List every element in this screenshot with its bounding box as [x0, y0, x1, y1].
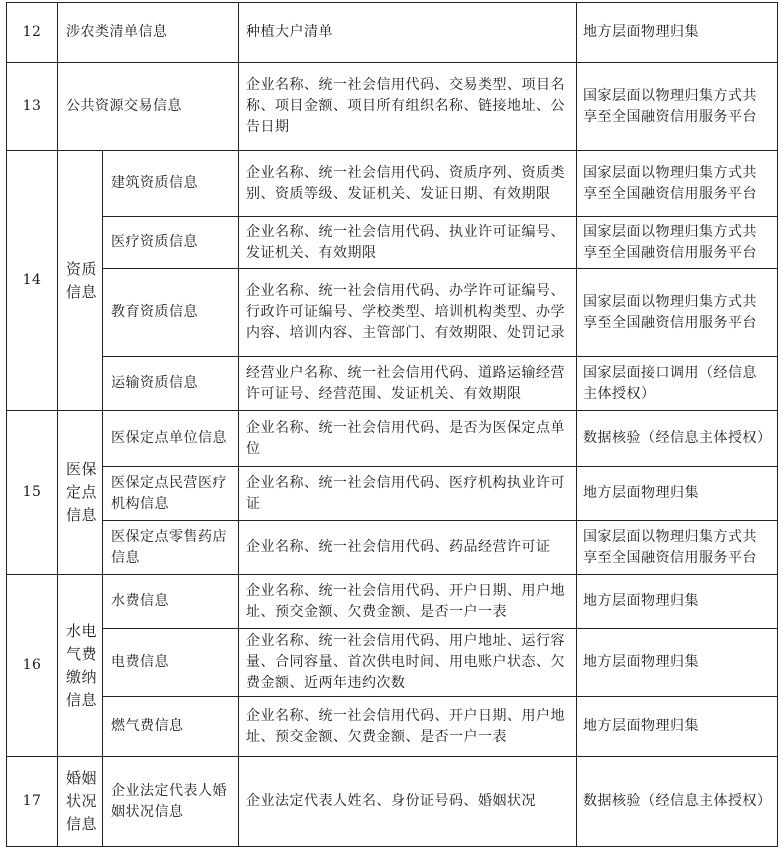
- share-method-cell: 国家层面以物理归集方式共享至全国融资信用服务平台: [577, 269, 778, 357]
- table-row: [7, 151, 778, 217]
- category-cell: 水电气费缴纳信息: [58, 575, 103, 757]
- fields-cell: 企业法定代表人姓名、身份证号码、婚姻状况: [239, 757, 577, 847]
- subcategory-cell: 建筑资质信息: [103, 151, 239, 217]
- subcategory-cell: 电费信息: [103, 629, 239, 697]
- category-cell: 公共资源交易信息: [58, 63, 239, 151]
- table-row: [7, 3, 778, 63]
- subcategory-cell: 教育资质信息: [103, 269, 239, 357]
- share-method-cell: 国家层面以物理归集方式共享至全国融资信用服务平台: [577, 151, 778, 217]
- table-row: [7, 63, 778, 151]
- row-number: 17: [7, 757, 58, 847]
- category-cell: 资质信息: [58, 151, 103, 411]
- share-method-cell: 国家层面以物理归集方式共享至全国融资信用服务平台: [577, 521, 778, 575]
- table-row: [7, 217, 778, 269]
- share-method-cell: 地方层面物理归集: [577, 3, 778, 63]
- subcategory-cell: 运输资质信息: [103, 357, 239, 411]
- share-method-cell: 国家层面以物理归集方式共享至全国融资信用服务平台: [577, 63, 778, 151]
- row-number: 12: [7, 3, 58, 63]
- fields-cell: 企业名称、统一社会信用代码、办学许可证编号、行政许可证编号、学校类型、培训机构类型、办学内容、培训内容、主管部门、有效期限、处罚记录: [239, 269, 577, 357]
- table-row: [7, 411, 778, 467]
- subcategory-cell: 医疗资质信息: [103, 217, 239, 269]
- fields-cell: 种植大户清单: [239, 3, 577, 63]
- subcategory-cell: 企业法定代表人婚姻状况信息: [103, 757, 239, 847]
- table-row: [7, 269, 778, 357]
- subcategory-cell: 水费信息: [103, 575, 239, 629]
- category-cell: 涉农类清单信息: [58, 3, 239, 63]
- row-number: 14: [7, 151, 58, 411]
- share-method-cell: 数据核验（经信息主体授权）: [577, 757, 778, 847]
- subcategory-cell: 医保定点单位信息: [103, 411, 239, 467]
- table-row: [7, 629, 778, 697]
- share-method-cell: 国家层面接口调用（经信息主体授权）: [577, 357, 778, 411]
- share-method-cell: 国家层面以物理归集方式共享至全国融资信用服务平台: [577, 217, 778, 269]
- fields-cell: 企业名称、统一社会信用代码、开户日期、用户地址、预交金额、欠费金额、是否一户一表: [239, 697, 577, 757]
- fields-cell: 企业名称、统一社会信用代码、用户地址、运行容量、合同容量、首次供电时间、用电账户状态、欠费金额、近两年违约次数: [239, 629, 577, 697]
- fields-cell: 企业名称、统一社会信用代码、是否为医保定点单位: [239, 411, 577, 467]
- table-row: [7, 357, 778, 411]
- table-row: [7, 467, 778, 521]
- document-page: [6, 2, 778, 847]
- row-number: 13: [7, 63, 58, 151]
- category-cell: 婚姻状况信息: [58, 757, 103, 847]
- fields-cell: 企业名称、统一社会信用代码、医疗机构执业许可证: [239, 467, 577, 521]
- share-method-cell: 地方层面物理归集: [577, 467, 778, 521]
- category-cell: 医保定点信息: [58, 411, 103, 575]
- row-number: 16: [7, 575, 58, 757]
- table-row: [7, 575, 778, 629]
- subcategory-cell: 燃气费信息: [103, 697, 239, 757]
- share-method-cell: 地方层面物理归集: [577, 575, 778, 629]
- subcategory-cell: 医保定点零售药店信息: [103, 521, 239, 575]
- table-row: [7, 521, 778, 575]
- fields-cell: 企业名称、统一社会信用代码、执业许可证编号、发证机关、有效期限: [239, 217, 577, 269]
- fields-cell: 企业名称、统一社会信用代码、开户日期、用户地址、预交金额、欠费金额、是否一户一表: [239, 575, 577, 629]
- share-method-cell: 数据核验（经信息主体授权）: [577, 411, 778, 467]
- fields-cell: 企业名称、统一社会信用代码、资质序列、资质类别、资质等级、发证机关、发证日期、有效期限: [239, 151, 577, 217]
- row-number: 15: [7, 411, 58, 575]
- fields-cell: 经营业户名称、统一社会信用代码、道路运输经营许可证号、经营范围、发证机关、有效期限: [239, 357, 577, 411]
- subcategory-cell: 医保定点民营医疗机构信息: [103, 467, 239, 521]
- table-row: [7, 697, 778, 757]
- data-catalog-table: [6, 2, 778, 847]
- share-method-cell: 地方层面物理归集: [577, 697, 778, 757]
- table-row: [7, 757, 778, 847]
- fields-cell: 企业名称、统一社会信用代码、药品经营许可证: [239, 521, 577, 575]
- fields-cell: 企业名称、统一社会信用代码、交易类型、项目名称、项目金额、项目所有组织名称、链接地址、公告日期: [239, 63, 577, 151]
- share-method-cell: 地方层面物理归集: [577, 629, 778, 697]
